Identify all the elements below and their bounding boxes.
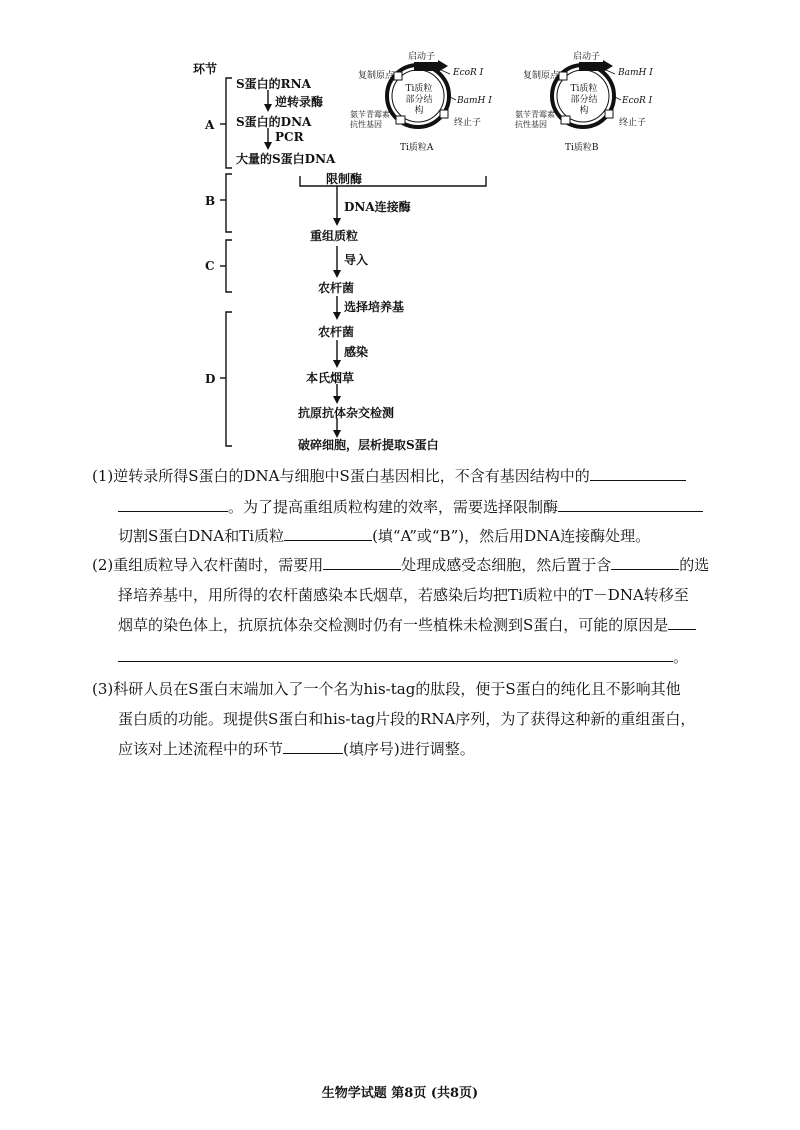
q2-text-d: 择培养基中，用所得的农杆菌感染本氏烟草，若感染后均把Ti质粒中的T－DNA转移至 <box>118 586 689 604</box>
plasmid-a-terminator: 终止子 <box>454 118 482 128</box>
plasmid-a-promoter: 启动子 <box>408 52 436 62</box>
q2-text-b: 处理成感受态细胞，然后置于含 <box>401 556 612 574</box>
q3-blank-1[interactable] <box>283 737 343 754</box>
step-tobacco: 本氏烟草 <box>306 371 355 385</box>
q2-text-c: 的选 <box>679 556 710 574</box>
plasmid-a-resistance-gene: 氨苄青霉素抗性基因 <box>350 110 390 129</box>
stage-label-b: B <box>205 194 216 208</box>
q2-blank-1[interactable] <box>323 553 401 570</box>
q1-text-c: 切割S蛋白DNA和Ti质粒 <box>118 527 285 545</box>
plasmid-a <box>350 48 500 153</box>
q1-text-a: (1)逆转录所得S蛋白的DNA与细胞中S蛋白基因相比，不含有基因结构中的 <box>92 467 590 485</box>
plasmid-b-site-ecori: EcoR I <box>622 96 653 106</box>
step-s-dna: S蛋白的DNA <box>236 115 312 129</box>
step-import: 导入 <box>344 253 369 267</box>
q3-text-c: 应该对上述流程中的环节 <box>118 740 284 758</box>
step-reverse-transcriptase: 逆转录酶 <box>275 95 324 109</box>
step-selective-medium: 选择培养基 <box>344 300 405 314</box>
step-pcr: PCR <box>275 130 304 144</box>
q3-text-a: (3)科研人员在S蛋白末端加入了一个名为his-tag的肽段，便于S蛋白的纯化且不影响其他 <box>92 680 681 698</box>
plasmid-b-promoter: 启动子 <box>573 52 601 62</box>
plasmid-b-ori: 复制原点 <box>523 71 560 81</box>
q3-text-d: (填序号)进行调整。 <box>343 740 475 758</box>
plasmid-a-site-ecori: EcoR I <box>453 68 484 78</box>
q1-text-b: 。为了提高重组质粒构建的效率，需要选择限制酶 <box>228 498 559 516</box>
plasmid-a-name: Ti质粒A <box>400 143 434 153</box>
q2-blank-3-cont[interactable] <box>118 645 673 662</box>
q1-blank-3[interactable] <box>284 524 372 541</box>
step-agrobacterium-2: 农杆菌 <box>318 325 355 339</box>
q3-text-b: 蛋白质的功能。现提供S蛋白和his-tag片段的RNA序列，为了获得这种新的重组蛋白， <box>118 710 696 728</box>
q2-blank-2[interactable] <box>611 553 679 570</box>
step-recombinant-plasmid: 重组质粒 <box>310 229 359 243</box>
step-dna-ligase: DNA连接酶 <box>344 200 411 214</box>
stage-label-a: A <box>205 118 215 132</box>
q1-text-d: (填“A”或“B”)，然后用DNA连接酶处理。 <box>372 527 651 545</box>
q2-text-e: 烟草的染色体上，抗原抗体杂交检测时仍有一些植株未检测到S蛋白，可能的原因是 <box>118 616 669 634</box>
q2-text-f: 。 <box>673 648 689 666</box>
q1-blank-2[interactable] <box>558 495 703 512</box>
step-infect: 感染 <box>344 345 369 359</box>
q1-blank-1-cont[interactable] <box>118 495 228 512</box>
plasmid-b <box>515 48 665 153</box>
step-agrobacterium: 农杆菌 <box>318 281 355 295</box>
q2-blank-3[interactable] <box>668 613 696 630</box>
step-many-dna: 大量的S蛋白DNA <box>236 152 336 166</box>
plasmid-a-center: Ti质粒部分结构 <box>405 84 433 116</box>
plasmid-b-resistance-gene: 氨苄青霉素抗性基因 <box>515 110 555 129</box>
page-footer: 生物学试题 第8页 (共8页) <box>321 1086 479 1101</box>
q1-blank-1[interactable] <box>590 464 686 481</box>
step-extract-protein: 破碎细胞，层析提取S蛋白 <box>298 438 439 452</box>
plasmid-b-site-bamhi: BamH I <box>618 68 653 78</box>
plasmid-b-center: Ti质粒部分结构 <box>570 84 598 116</box>
step-antigen-antibody-test: 抗原抗体杂交检测 <box>298 406 395 420</box>
stage-label-d: D <box>205 372 216 386</box>
step-restriction-enzyme: 限制酶 <box>326 172 363 186</box>
plasmid-b-name: Ti质粒B <box>565 143 599 153</box>
plasmid-b-terminator: 终止子 <box>619 118 647 128</box>
plasmid-a-ori: 复制原点 <box>358 71 395 81</box>
stage-header: 环节 <box>193 62 218 76</box>
stage-label-c: C <box>205 259 215 273</box>
step-s-rna: S蛋白的RNA <box>236 77 311 91</box>
plasmid-a-site-bamhi: BamH I <box>457 96 492 106</box>
q2-text-a: (2)重组质粒导入农杆菌时，需要用 <box>92 556 324 574</box>
